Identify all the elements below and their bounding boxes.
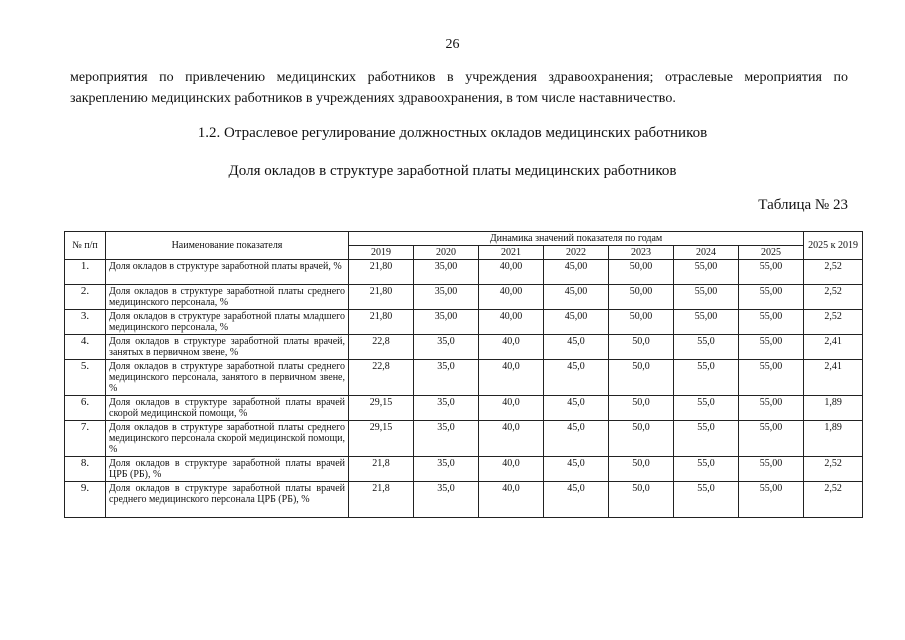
value-cell: 29,15 — [349, 396, 414, 421]
value-cell: 35,00 — [414, 260, 479, 285]
value-cell: 55,00 — [739, 310, 804, 335]
ratio-cell: 2,41 — [804, 335, 863, 360]
value-cell: 55,00 — [739, 421, 804, 457]
value-cell: 21,80 — [349, 260, 414, 285]
value-cell: 55,00 — [739, 360, 804, 396]
table-row — [65, 335, 863, 360]
value-cell: 40,00 — [479, 260, 544, 285]
table-row — [65, 310, 863, 335]
ratio-cell: 2,52 — [804, 310, 863, 335]
table-row — [65, 421, 863, 457]
value-cell: 55,00 — [739, 482, 804, 518]
ratio-cell: 1,89 — [804, 421, 863, 457]
table-row — [65, 396, 863, 421]
year-header: 2023 — [609, 246, 674, 260]
value-cell: 21,8 — [349, 457, 414, 482]
value-cell: 45,00 — [544, 310, 609, 335]
value-cell: 55,0 — [674, 457, 739, 482]
col-number-header: № п/п — [65, 232, 106, 260]
value-cell: 40,0 — [479, 482, 544, 518]
value-cell: 29,15 — [349, 421, 414, 457]
col-ratio-header: 2025 к 2019 — [804, 232, 863, 260]
salary-share-table — [64, 231, 863, 518]
value-cell: 50,0 — [609, 360, 674, 396]
value-cell: 50,00 — [609, 285, 674, 310]
value-cell: 45,0 — [544, 396, 609, 421]
ratio-cell: 2,52 — [804, 482, 863, 518]
value-cell: 35,0 — [414, 360, 479, 396]
table-row — [65, 482, 863, 518]
table-row — [65, 285, 863, 310]
indicator-name: Доля окладов в структуре заработной платы младшего медицинского персонала, % — [106, 310, 349, 335]
col-dynamics-header: Динамика значений показателя по годам — [349, 232, 804, 246]
row-number: 3. — [65, 310, 106, 335]
value-cell: 55,0 — [674, 396, 739, 421]
value-cell: 35,00 — [414, 310, 479, 335]
value-cell: 40,00 — [479, 285, 544, 310]
value-cell: 35,0 — [414, 421, 479, 457]
row-number: 5. — [65, 360, 106, 396]
table-label: Таблица № 23 — [758, 197, 848, 213]
ratio-cell: 2,52 — [804, 457, 863, 482]
ratio-cell: 2,52 — [804, 285, 863, 310]
value-cell: 40,00 — [479, 310, 544, 335]
indicator-name: Доля окладов в структуре заработной платы врачей скорой медицинской помощи, % — [106, 396, 349, 421]
indicator-name: Доля окладов в структуре заработной платы врачей, % — [106, 260, 349, 285]
year-header: 2024 — [674, 246, 739, 260]
col-indicator-header: Наименование показателя — [106, 232, 349, 260]
row-number: 1. — [65, 260, 106, 285]
year-header: 2021 — [479, 246, 544, 260]
value-cell: 55,00 — [739, 396, 804, 421]
value-cell: 55,00 — [739, 260, 804, 285]
indicator-name: Доля окладов в структуре заработной платы среднего медицинского персонала, занятого в первичном звене, % — [106, 360, 349, 396]
table-row — [65, 360, 863, 396]
value-cell: 50,0 — [609, 421, 674, 457]
year-header: 2025 — [739, 246, 804, 260]
value-cell: 45,0 — [544, 360, 609, 396]
value-cell: 55,00 — [674, 260, 739, 285]
page-number: 26 — [445, 37, 460, 52]
indicator-name: Доля окладов в структуре заработной платы врачей ЦРБ (РБ), % — [106, 457, 349, 482]
row-number: 7. — [65, 421, 106, 457]
row-number: 6. — [65, 396, 106, 421]
value-cell: 55,0 — [674, 335, 739, 360]
value-cell: 35,0 — [414, 335, 479, 360]
value-cell: 45,0 — [544, 457, 609, 482]
value-cell: 35,0 — [414, 457, 479, 482]
table-title: Доля окладов в структуре заработной платы медицинских работников — [228, 163, 677, 179]
intro-paragraph: мероприятия по привлечению медицинских работников в учреждения здравоохранения; отраслевые мероприятия по закреплению медицинских работников в учреждениях здравоохранения, в том числе наставничество. — [70, 70, 848, 106]
value-cell: 35,0 — [414, 482, 479, 518]
value-cell: 22,8 — [349, 360, 414, 396]
value-cell: 21,8 — [349, 482, 414, 518]
value-cell: 45,0 — [544, 482, 609, 518]
value-cell: 40,0 — [479, 457, 544, 482]
value-cell: 35,0 — [414, 396, 479, 421]
value-cell: 50,0 — [609, 482, 674, 518]
value-cell: 50,0 — [609, 335, 674, 360]
value-cell: 55,00 — [674, 310, 739, 335]
indicator-name: Доля окладов в структуре заработной платы среднего медицинского персонала скорой медицинской помощи, % — [106, 421, 349, 457]
value-cell: 40,0 — [479, 421, 544, 457]
value-cell: 50,00 — [609, 260, 674, 285]
value-cell: 45,0 — [544, 335, 609, 360]
value-cell: 45,00 — [544, 260, 609, 285]
value-cell: 55,00 — [674, 285, 739, 310]
value-cell: 55,00 — [739, 285, 804, 310]
year-header: 2020 — [414, 246, 479, 260]
row-number: 9. — [65, 482, 106, 518]
value-cell: 22,8 — [349, 335, 414, 360]
value-cell: 35,00 — [414, 285, 479, 310]
indicator-name: Доля окладов в структуре заработной платы врачей, занятых в первичном звене, % — [106, 335, 349, 360]
ratio-cell: 1,89 — [804, 396, 863, 421]
value-cell: 45,0 — [544, 421, 609, 457]
value-cell: 55,0 — [674, 421, 739, 457]
value-cell: 55,00 — [739, 457, 804, 482]
row-number: 4. — [65, 335, 106, 360]
row-number: 2. — [65, 285, 106, 310]
value-cell: 45,00 — [544, 285, 609, 310]
indicator-name: Доля окладов в структуре заработной платы врачей среднего медицинского персонала ЦРБ (РБ), % — [106, 482, 349, 518]
table-row — [65, 260, 863, 285]
year-header: 2019 — [349, 246, 414, 260]
value-cell: 40,0 — [479, 360, 544, 396]
indicator-name: Доля окладов в структуре заработной платы среднего медицинского персонала, % — [106, 285, 349, 310]
value-cell: 55,0 — [674, 360, 739, 396]
value-cell: 40,0 — [479, 335, 544, 360]
value-cell: 50,0 — [609, 457, 674, 482]
table-row — [65, 457, 863, 482]
value-cell: 21,80 — [349, 310, 414, 335]
row-number: 8. — [65, 457, 106, 482]
year-header: 2022 — [544, 246, 609, 260]
ratio-cell: 2,41 — [804, 360, 863, 396]
header-row — [65, 232, 863, 246]
value-cell: 55,0 — [674, 482, 739, 518]
value-cell: 50,00 — [609, 310, 674, 335]
value-cell: 55,00 — [739, 335, 804, 360]
value-cell: 40,0 — [479, 396, 544, 421]
value-cell: 50,0 — [609, 396, 674, 421]
section-heading: 1.2. Отраслевое регулирование должностных окладов медицинских работников — [197, 125, 708, 141]
ratio-cell: 2,52 — [804, 260, 863, 285]
value-cell: 21,80 — [349, 285, 414, 310]
